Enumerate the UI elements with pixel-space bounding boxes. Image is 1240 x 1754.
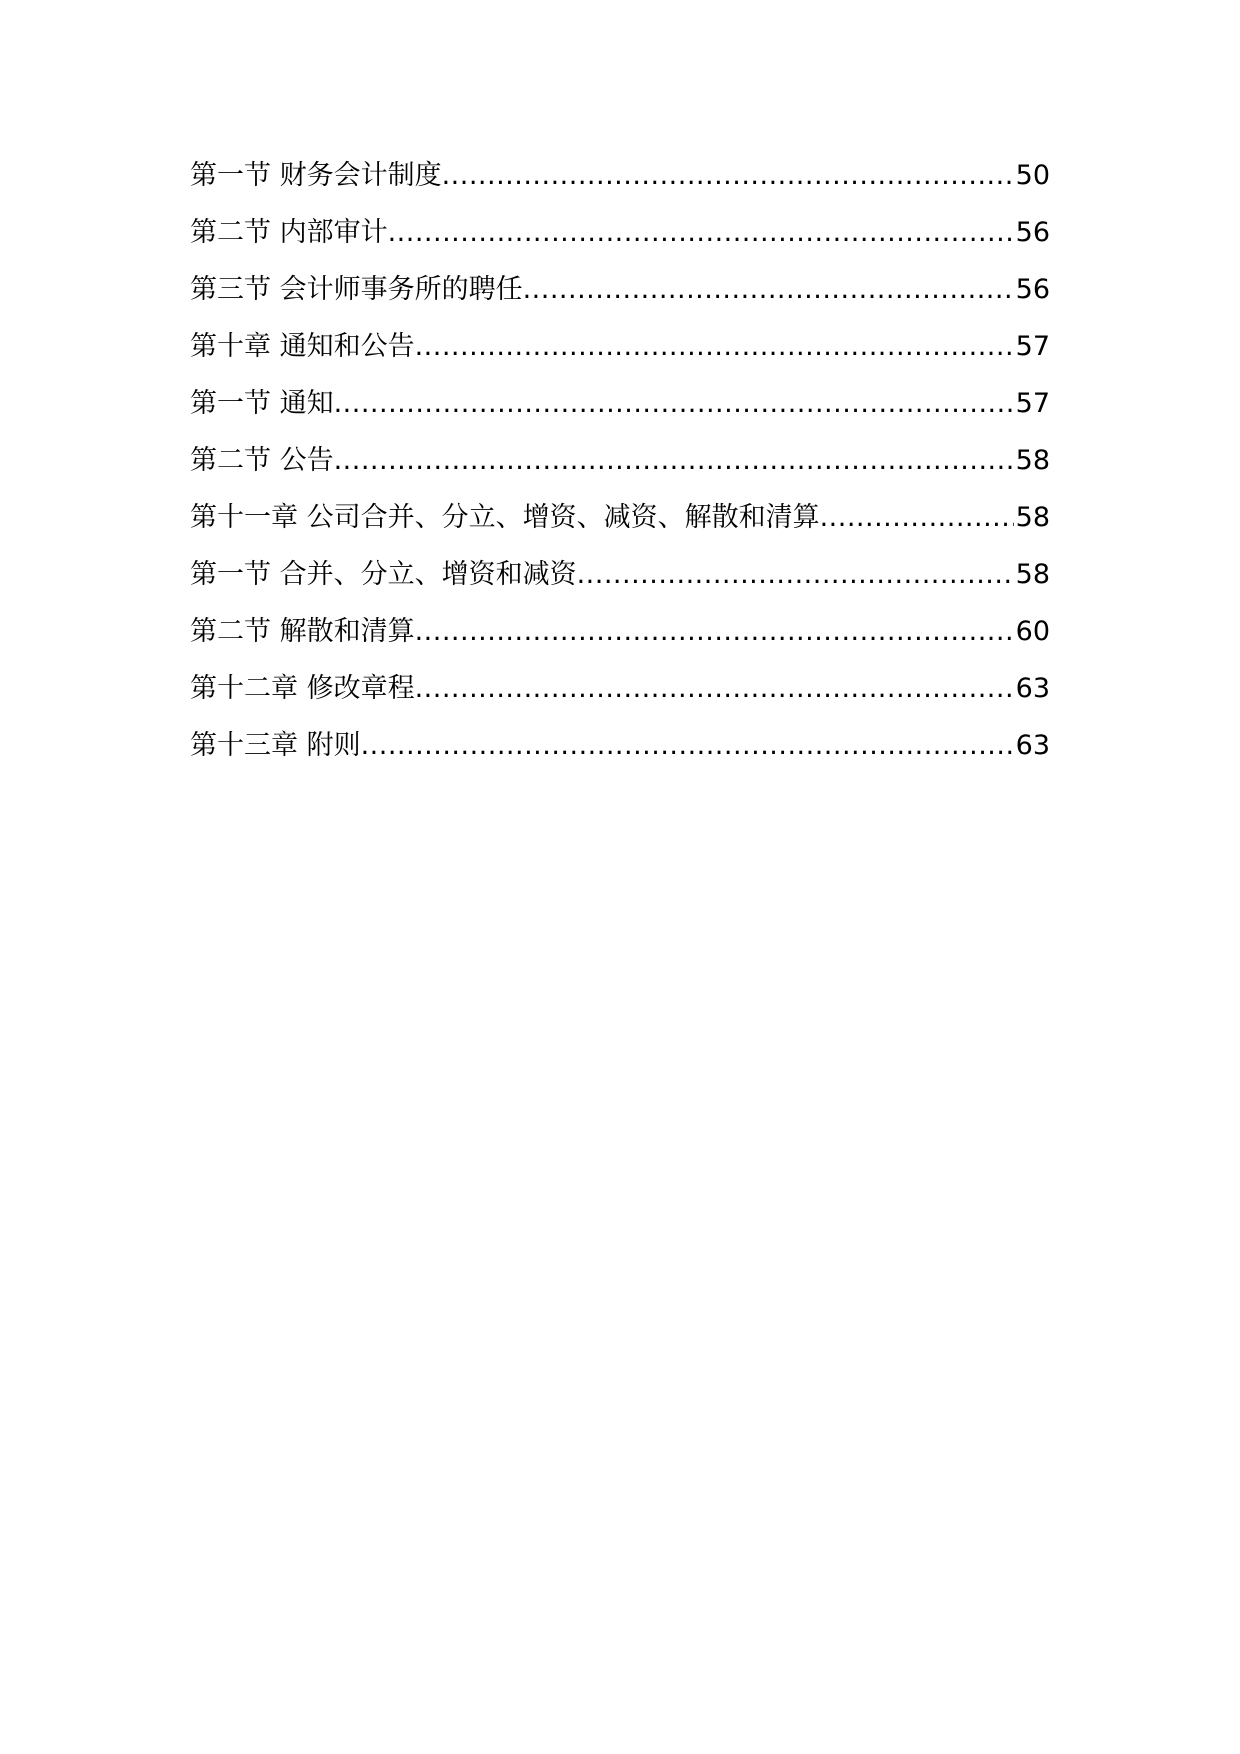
table-of-contents <box>190 147 1050 774</box>
toc-entry-page: 60 <box>1015 616 1050 647</box>
toc-entry-label: 第十一章 公司合并、分立、增资、减资、解散和清算 <box>190 502 820 533</box>
toc-dot-leader <box>415 318 1014 375</box>
toc-entry[interactable] <box>190 546 1050 603</box>
toc-entry-page: 50 <box>1015 160 1050 191</box>
toc-dot-leader <box>388 204 1014 261</box>
toc-dot-leader <box>334 375 1014 432</box>
toc-dot-leader <box>820 489 1014 546</box>
toc-entry-label: 第二节 解散和清算 <box>190 616 415 647</box>
toc-entry-label: 第十三章 附则 <box>190 730 361 761</box>
toc-entry-label: 第十章 通知和公告 <box>190 331 415 362</box>
toc-entry-page: 58 <box>1015 559 1050 590</box>
toc-entry-page: 58 <box>1015 502 1050 533</box>
toc-entry-page: 57 <box>1015 388 1050 419</box>
toc-entry[interactable] <box>190 375 1050 432</box>
toc-entry-label: 第十二章 修改章程 <box>190 673 415 704</box>
toc-entry-page: 63 <box>1015 730 1050 761</box>
toc-entry-label: 第一节 合并、分立、增资和减资 <box>190 559 577 590</box>
toc-entry[interactable] <box>190 261 1050 318</box>
toc-entry-label: 第一节 通知 <box>190 388 334 419</box>
toc-entry[interactable] <box>190 432 1050 489</box>
toc-entry-label: 第二节 内部审计 <box>190 217 388 248</box>
toc-dot-leader <box>361 717 1014 774</box>
toc-dot-leader <box>415 603 1014 660</box>
toc-dot-leader <box>415 660 1014 717</box>
toc-dot-leader <box>523 261 1014 318</box>
toc-entry[interactable] <box>190 147 1050 204</box>
toc-entry[interactable] <box>190 660 1050 717</box>
toc-entry-label: 第二节 公告 <box>190 445 334 476</box>
toc-entry[interactable] <box>190 603 1050 660</box>
toc-dot-leader <box>334 432 1014 489</box>
toc-entry-page: 63 <box>1015 673 1050 704</box>
toc-entry[interactable] <box>190 204 1050 261</box>
toc-dot-leader <box>442 147 1014 204</box>
toc-entry[interactable] <box>190 318 1050 375</box>
toc-entry-page: 58 <box>1015 445 1050 476</box>
toc-entry-page: 56 <box>1015 217 1050 248</box>
toc-entry-label: 第一节 财务会计制度 <box>190 160 442 191</box>
toc-entry-page: 56 <box>1015 274 1050 305</box>
toc-entry-page: 57 <box>1015 331 1050 362</box>
toc-entry[interactable] <box>190 489 1050 546</box>
toc-entry-label: 第三节 会计师事务所的聘任 <box>190 274 523 305</box>
toc-entry[interactable] <box>190 717 1050 774</box>
toc-dot-leader <box>577 546 1014 603</box>
